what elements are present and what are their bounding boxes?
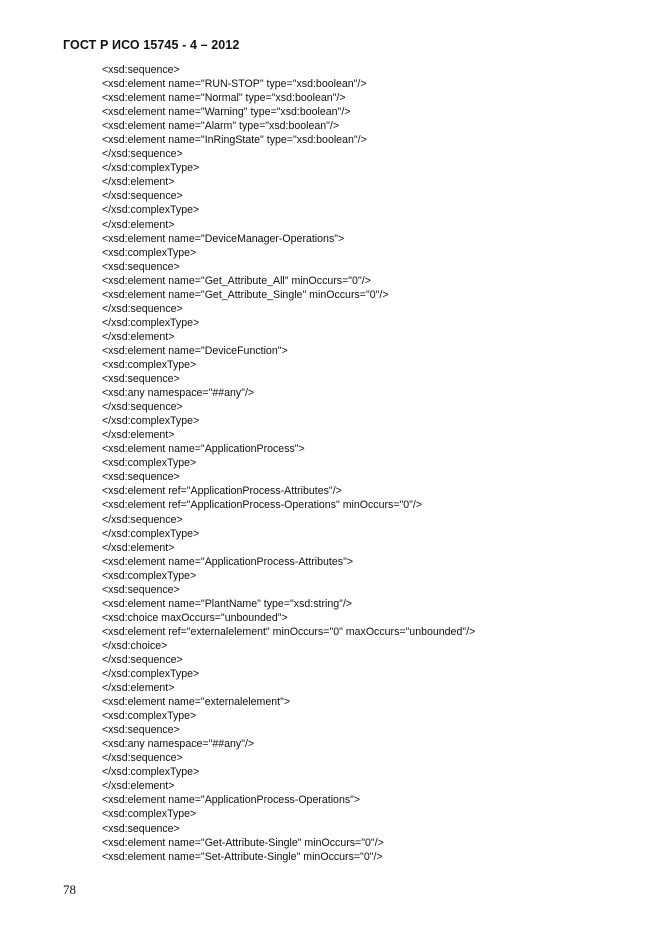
code-line: <xsd:element name="Alarm" type="xsd:boolean"/> [102, 120, 340, 133]
standard-header: ГОСТ Р ИСО 15745 - 4 – 2012 [63, 38, 240, 52]
code-line: </xsd:complexType> [102, 527, 200, 540]
code-line: <xsd:element name="RUN-STOP" type="xsd:boolean"/> [102, 78, 367, 91]
code-line: <xsd:element ref="ApplicationProcess-Operations" minOccurs="0"/> [102, 499, 423, 512]
code-line: </xsd:element> [102, 330, 175, 343]
code-line: </xsd:complexType> [102, 766, 200, 779]
code-line: </xsd:complexType> [102, 204, 200, 217]
code-line: <xsd:element name="ApplicationProcess-Attributes"> [102, 555, 354, 568]
code-line: <xsd:sequence> [102, 64, 180, 76]
code-line: <xsd:element ref="ApplicationProcess-Attributes"/> [102, 485, 342, 498]
code-line: <xsd:element name="DeviceManager-Operations"> [102, 232, 345, 245]
code-line: </xsd:choice> [102, 639, 168, 652]
code-line: <xsd:element name="PlantName" type="xsd:string"/> [102, 597, 352, 610]
code-line: <xsd:sequence> [102, 583, 180, 596]
code-line: <xsd:any namespace="##any"/> [102, 387, 255, 400]
code-line: </xsd:sequence> [102, 401, 183, 414]
code-line: <xsd:sequence> [102, 822, 180, 835]
code-line: <xsd:element name="Get_Attribute_Single" minOccurs="0"/> [102, 288, 389, 301]
code-line: </xsd:element> [102, 218, 175, 231]
code-line: <xsd:complexType> [102, 808, 197, 821]
code-line: </xsd:element> [102, 176, 175, 189]
code-line: <xsd:element name="Get-Attribute-Single" minOccurs="0"/> [102, 836, 384, 849]
code-line: <xsd:sequence> [102, 724, 180, 737]
code-line: <xsd:sequence> [102, 373, 180, 386]
code-line: </xsd:element> [102, 541, 175, 554]
code-line: <xsd:any namespace="##any"/> [102, 738, 255, 751]
code-line: <xsd:complexType> [102, 457, 197, 470]
code-line: <xsd:complexType> [102, 569, 197, 582]
code-line: </xsd:complexType> [102, 668, 200, 681]
code-line: <xsd:choice maxOccurs="unbounded"> [102, 611, 288, 624]
code-line: </xsd:sequence> [102, 752, 183, 765]
code-line: <xsd:element name="Get_Attribute_All" minOccurs="0"/> [102, 274, 371, 287]
code-line: <xsd:element name="ApplicationProcess-Operations"> [102, 794, 361, 807]
code-line: <xsd:element name="Set-Attribute-Single" minOccurs="0"/> [102, 850, 383, 863]
code-line: <xsd:complexType> [102, 246, 197, 259]
code-line: <xsd:complexType> [102, 358, 197, 371]
code-line: </xsd:sequence> [102, 190, 183, 203]
code-line: <xsd:element name="Warning" type="xsd:boolean"/> [102, 106, 351, 119]
code-line: <xsd:element name="Normal" type="xsd:boolean"/> [102, 92, 346, 105]
xsd-code-block [102, 63, 642, 864]
code-line: <xsd:element name="DeviceFunction"> [102, 344, 288, 357]
code-line: </xsd:sequence> [102, 148, 183, 161]
code-line: </xsd:complexType> [102, 415, 200, 428]
code-line: <xsd:sequence> [102, 260, 180, 273]
code-line: <xsd:element name="externalelement"> [102, 696, 291, 709]
code-line: </xsd:complexType> [102, 162, 200, 175]
code-line: <xsd:complexType> [102, 710, 197, 723]
code-line: </xsd:element> [102, 429, 175, 442]
code-line: </xsd:element> [102, 682, 175, 695]
code-line: </xsd:sequence> [102, 653, 183, 666]
code-line: <xsd:element ref="externalelement" minOccurs="0" maxOccurs="unbounded"/> [102, 625, 476, 638]
code-line: </xsd:sequence> [102, 302, 183, 315]
code-line: <xsd:element name="InRingState" type="xsd:boolean"/> [102, 134, 367, 147]
code-line: </xsd:element> [102, 780, 175, 793]
code-line: </xsd:complexType> [102, 316, 200, 329]
code-line: <xsd:sequence> [102, 471, 180, 484]
page-number: 78 [63, 882, 76, 897]
code-line: <xsd:element name="ApplicationProcess"> [102, 443, 305, 456]
code-line: </xsd:sequence> [102, 513, 183, 526]
